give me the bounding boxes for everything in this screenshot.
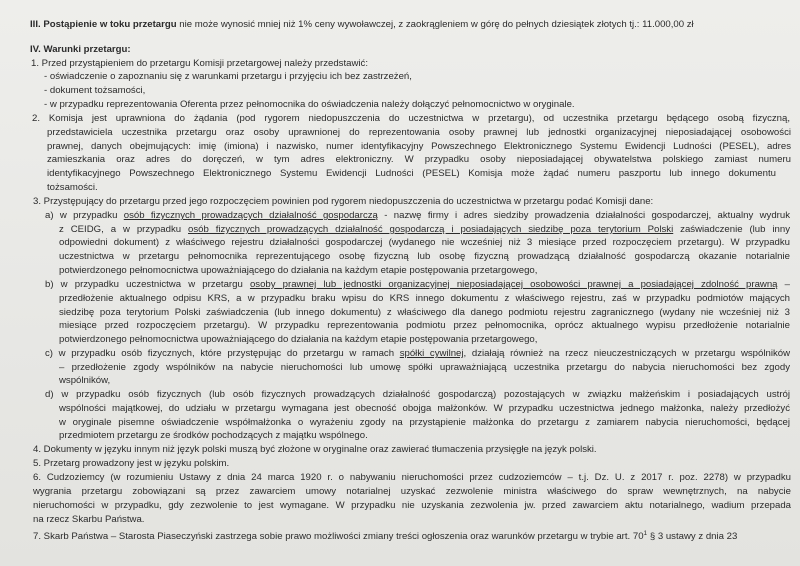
item-3c-line-1 [45, 348, 790, 361]
item-3a-pre: a) w przypadku [45, 210, 124, 221]
item-4: 4. Dokumenty w języku innym niż język polski muszą być złożone w oryginalne oraz zawierać tłumaczenia przysięgłe na język polski. [33, 444, 597, 455]
item-3a-line-2-pre: z CEIDG, a w przypadku [59, 224, 189, 235]
item-3a-line-2-post: zaświadczenie (lub inny [673, 224, 791, 235]
item-7-superscript: 1 [643, 530, 648, 537]
section-3-heading: III. Postąpienie w toku przetargu [30, 19, 177, 30]
item-3d-line-1: d) w przypadku osób fizycznych (lub osób fizycznych prowadzących działalność gospodarczą) pozostających w związku małżeńskim i posiadających ustrój [45, 389, 790, 400]
item-7-post: § 3 ustawy z dnia 23 [647, 531, 738, 542]
item-2-line-5: identyfikacyjnego Powszechnego Elektronicznego Systemu Ewidencji Ludności (PESEL) Komisja może żądać numeru paszportu lub innego dokumentu [47, 168, 776, 179]
item-6-line-4: na rzecz Skarbu Państwa. [33, 514, 145, 525]
item-2-line-1: 2. Komisja jest uprawniona do żądania (pod rygorem niedopuszczenia do uczestnictwa w przetargu), od uczestnika przetargu będącego osobą fizyczną, [32, 113, 790, 124]
item-3b-line-2: przedłożenie aktualnego odpisu KRS, a w przypadku braku wpisu do KRS innego dokumentu z właściwego rejestru, zaś w przypadku podmiotów mających [59, 293, 790, 304]
item-1-line-4: - w przypadku reprezentowania Oferenta przez pełnomocnika do oświadczenia należy dołączyć pełnomocnictwo w oryginale. [44, 99, 575, 110]
section-3-postapienie [30, 19, 694, 32]
item-3c-pre: c) w przypadku osób fizycznych, które przystępując do przetargu w ramach [45, 348, 400, 359]
item-3b-line-5: potwierdzonego pełnomocnictwa upoważniającego do działania na każdym etapie postępowania przetargowego, [59, 334, 538, 345]
item-3a-post: - nazwę firmy i adres siedziby prowadzenia działalności gospodarczej, aktualny wydruk [377, 210, 791, 221]
item-3d-line-4: przedmiotem przetargu ze środków pochodzących z majątku wspólnego. [59, 430, 368, 441]
item-3a-line-1 [45, 210, 790, 223]
item-3a-underlined: osób fizycznych prowadzących działalność gospodarczą [123, 210, 378, 221]
item-3c-underlined: spółki cywilnej [399, 348, 464, 359]
item-2-line-2: przedstawiciela uczestnika przetargu oraz osoby uprawnionej do reprezentowania osoby prawnej lub jednostki organizacyjnej nieposiadającej osobowości [47, 127, 791, 138]
item-7 [33, 528, 737, 544]
item-3c-line-2: – przedłożenie zgody wspólników na nabycie nieruchomości lub umowę spółki upraważniającą uczestnika przetargu do nabycia nieruchomości bez zgody [59, 362, 790, 373]
item-3b-line-3: siedzibę poza terytorium Polski zaświadczenia (lub innego dokumentu) z właściwego dla danego podmiotu rejestru zagranicznego (wydany nie wcześniej niż 3 [59, 307, 790, 318]
item-3-line-1: 3. Przystępujący do przetargu przed jego rozpoczęciem powinien pod rygorem niedopuszczenia do uczestnictwa w przetargu podać Komisji dane: [33, 196, 654, 207]
item-6-line-2: wygrania przetargu zobowiązani są przez zawarciem umowy notarialnej uzyskać zezwolenie ministra właściwego do spraw wewnętrznych, na nabycie [33, 486, 791, 497]
item-6-line-3: nieruchomości w przypadku, gdy zezwolenie to jest wymagane. W przypadku nie uzyskania zezwolenia jw. przed zawarciem aktu notarialnego, wadium przepada [33, 500, 791, 511]
item-5: 5. Przetarg prowadzony jest w języku polskim. [33, 458, 230, 469]
item-3d-line-2: wspólności majątkowej, do udziału w przetargu wymagana jest obecność obojga małżonków. W przypadku uczestnictwa jednego małżonka, należy przedłożyć [59, 403, 790, 414]
item-3b-line-4: miesiące przed rozpoczęciem przetargu). W przypadku reprezentowania podmiotu przez pełnomocnika, oprócz aktualnego wypisu przedłożenie notarialnie [59, 320, 790, 331]
item-3d-line-3: w oryginale pisemne oświadczenie współmałżonka o wyrażeniu zgody na przystąpienie małżonka do przetargu z zamiarem nabycia nieruchomości, będącej [59, 417, 790, 428]
item-1-line-3: - dokument tożsamości, [44, 85, 146, 96]
item-3a-line-3: odpowiedni dokument) z właściwego rejestru działalności gospodarczej (wydanego nie wcześniej niż 3 miesiące przed rozpoczęciem przetargu). W przypadku [59, 237, 790, 248]
item-3b-line-1 [45, 279, 790, 292]
item-7-pre: 7. Skarb Państwa – Starosta Piaseczyński zastrzega sobie prawo możliwości zmiany treści ogłoszenia oraz warunków przetargu w trybie art. 70 [33, 531, 644, 542]
item-3a-line-2 [59, 224, 790, 237]
item-1-line-2: - oświadczenie o zapoznaniu się z warunkami przetargu i przyjęciu ich bez zastrzeżeń, [44, 71, 412, 82]
item-3b-underlined: osoby prawnej lub jednostki organizacyjnej nieposiadającej osobowości prawnej a posiadającej zdolność prawną [249, 279, 778, 290]
item-1-line-1: 1. Przed przystąpieniem do przetargu Komisji przetargowej należy przedstawić: [31, 58, 368, 69]
section-3-text: nie może wynosić mniej niż 1% ceny wywoławczej, z zaokrągleniem w górę do pełnych dziesiątek złotych tj.: 11.000,00 zł [176, 19, 694, 30]
item-2-line-3: prawnej, danych obejmujących: imię (imiona) i nazwisko, numer identyfikacyjny Powszechnego Elektronicznego Systemu Ewidencji Ludności (PESEL), adres [47, 141, 791, 152]
section-4-heading: IV. Warunki przetargu: [30, 44, 131, 55]
item-3b-pre: b) w przypadku uczestnictwa w przetargu [45, 279, 250, 290]
item-3a-line-2-underlined: osób fizycznych prowadzących działalność gospodarczą i posiadających siedzibę poza terytorium Polski [188, 224, 674, 235]
item-3a-line-5: potwierdzonego pełnomocnictwa upoważniającego do działania na każdym etapie postępowania przetargowego, [59, 265, 538, 276]
item-3a-line-4: uczestnictwa w przetargu pełnomocnika reprezentującego osobę fizyczną lub osobę fizyczną prowadzącą działalność gospodarczą okazanie notarialnie [59, 251, 790, 262]
item-3c-line-3: wspólników, [59, 375, 111, 386]
item-3c-post: , działają również na rzecz nieuczestniczących w przetargu wspólników [463, 348, 791, 359]
item-6-line-1: 6. Cudzoziemcy (w rozumieniu Ustawy z dnia 24 marca 1920 r. o nabywaniu nieruchomości przez cudzoziemców – t.j. Dz. U. z 2017 r. poz. 2278) w przypadku [33, 472, 791, 483]
item-2-line-6: tożsamości. [47, 182, 98, 193]
item-3b-post: – [777, 279, 790, 290]
item-2-line-4: zamieszkania oraz adres do doręczeń, w tym adres elektroniczny. W przypadku osoby nieposiadającej obywatelstwa polskiego zamiast numeru [47, 154, 791, 165]
